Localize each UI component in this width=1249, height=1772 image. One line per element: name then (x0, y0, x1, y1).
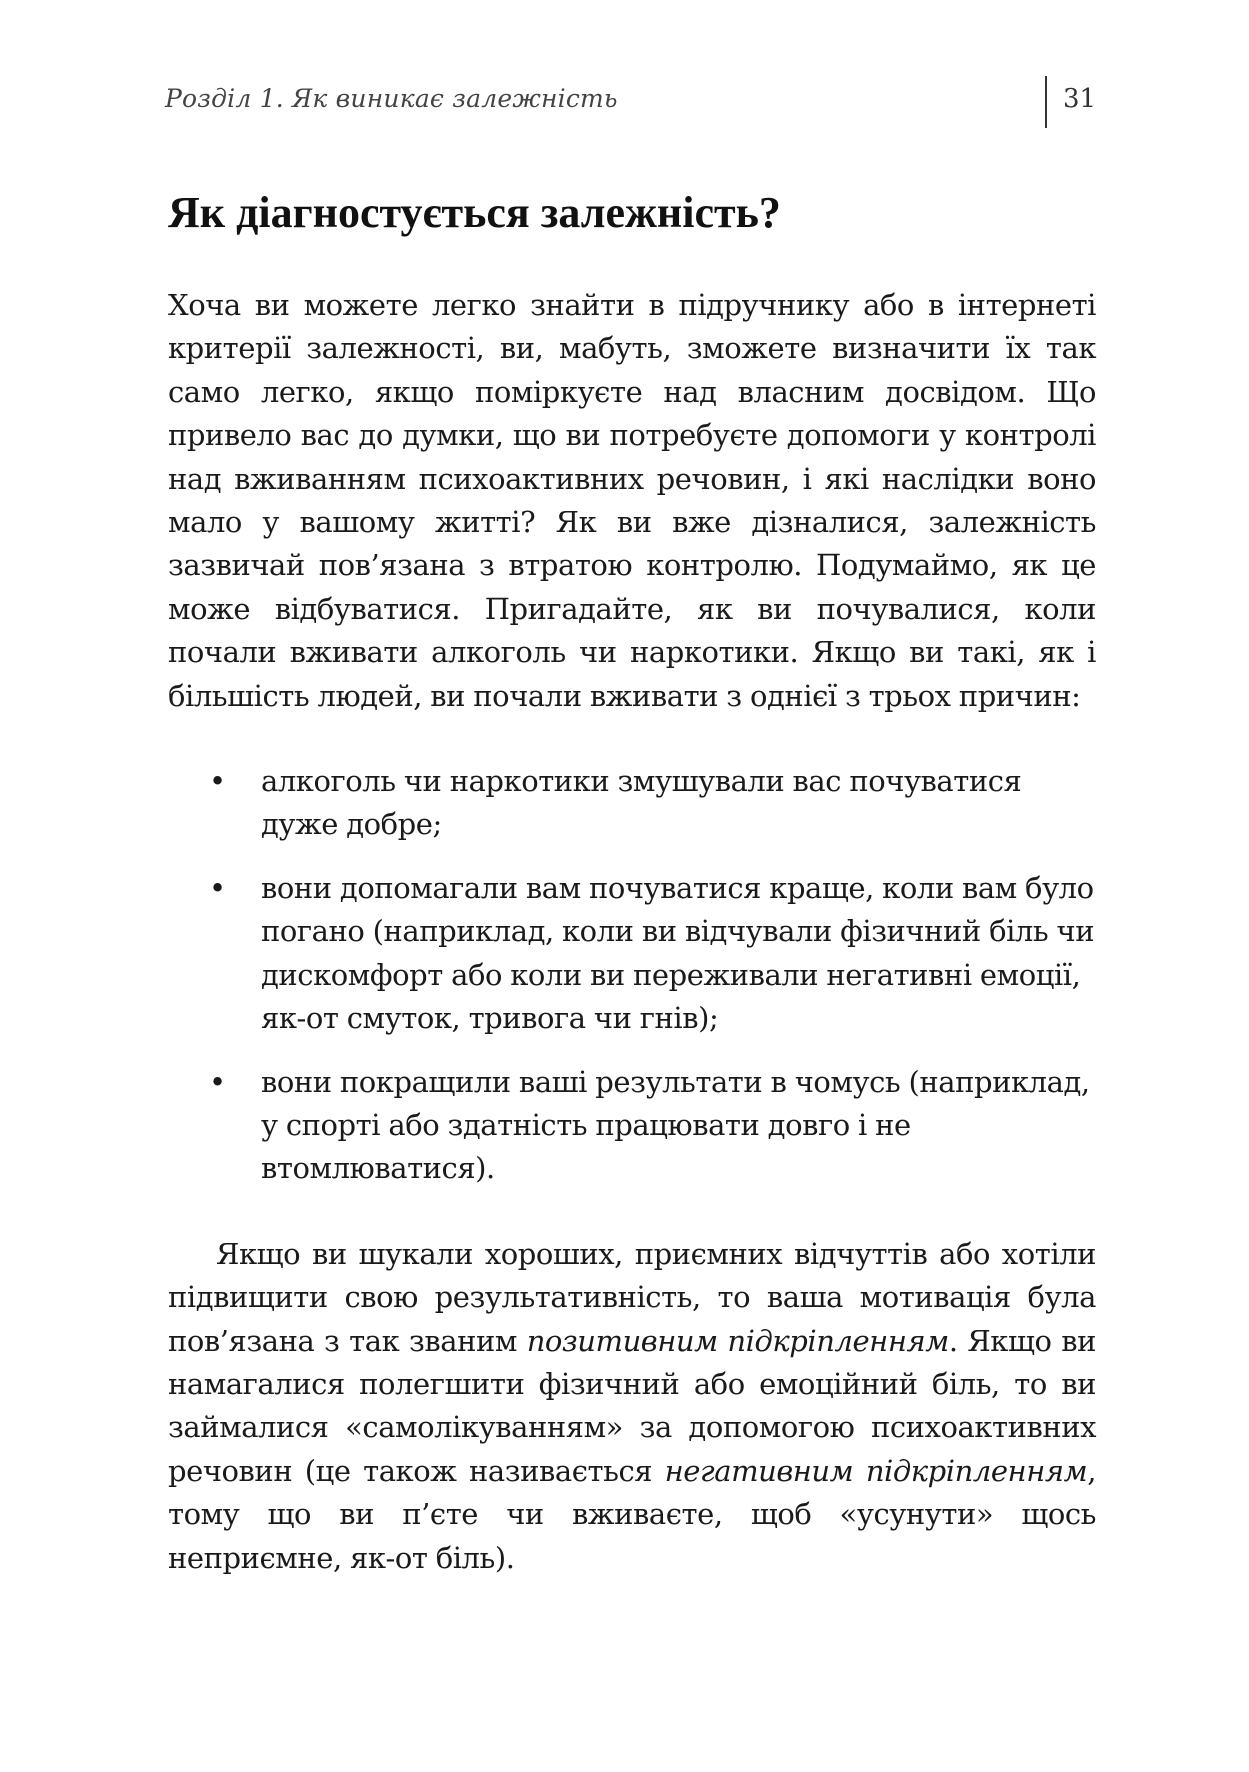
intro-paragraph: Хоча ви можете легко знайти в підручнику або в інтернеті критерії залежності, ви, мабуть, зможете визначити їх так само легко, якщо поміркуєте над власним досвідом. Що привело вас до думки, що ви потребуєте допомоги у контролі над вживанням психоактивних речовин, і які наслідки воно мало у вашому житті? Як ви вже дізналися, залежність зазвичай пов’язана з втратою контролю. Подумаймо, як це може відбуватися. Пригадайте, як ви почувалися, коли почали вживати алкоголь чи наркотики. Якщо ви такі, як і більшість людей, ви почали вживати з однієї з трьох причин: (168, 288, 1096, 713)
section-heading: Як діагностується залежність? (168, 188, 781, 237)
positive-reinforcement-term: позитивним підкріпленням (526, 1323, 949, 1358)
bullet-icon: • (209, 1064, 227, 1099)
list-item-text: алкоголь чи наркотики змушували вас почуватися дуже добре; (261, 764, 1022, 842)
header-divider (1045, 76, 1047, 128)
list-item-text: вони покращили ваші результати в чомусь (наприклад, у спорті або здатність працювати довго і не втомлюватися). (261, 1064, 1090, 1186)
bullet-icon: • (209, 764, 227, 799)
list-item (168, 760, 1096, 847)
reasons-list (168, 760, 1096, 1191)
reinforcement-paragraph (168, 1233, 1096, 1580)
paragraph-text: . Якщо ви намагалися полегшити фізичний або емоційний біль, то ви займалися «самолікуванням» за допомогою психоактивних речовин (це також називається (168, 1323, 1096, 1488)
chapter-title: Розділ 1. Як виникає залежність (165, 84, 618, 113)
page-number: 31 (1063, 84, 1097, 114)
bullet-icon: • (209, 870, 227, 905)
list-item-text: вони допомагали вам почуватися краще, коли вам було погано (наприклад, коли ви відчували фізичний біль чи дискомфорт або коли ви переживали негативні емоції, як-от смуток, тривога чи гнів); (261, 870, 1095, 1036)
paragraph-text: Якщо ви шукали хороших, приємних відчуттів або хотіли підвищити свою результативність, то ваша мотивація була пов’язана з так званим (168, 1236, 1096, 1358)
list-item (168, 1061, 1096, 1191)
list-item (168, 867, 1096, 1041)
paragraph-text: , тому що ви п’єте чи вживаєте, щоб «усунути» щось неприємне, як-от біль). (168, 1453, 1096, 1575)
page-content (168, 186, 1096, 1580)
negative-reinforcement-term: негативним підкріпленням (664, 1453, 1088, 1488)
running-head (165, 84, 1098, 136)
